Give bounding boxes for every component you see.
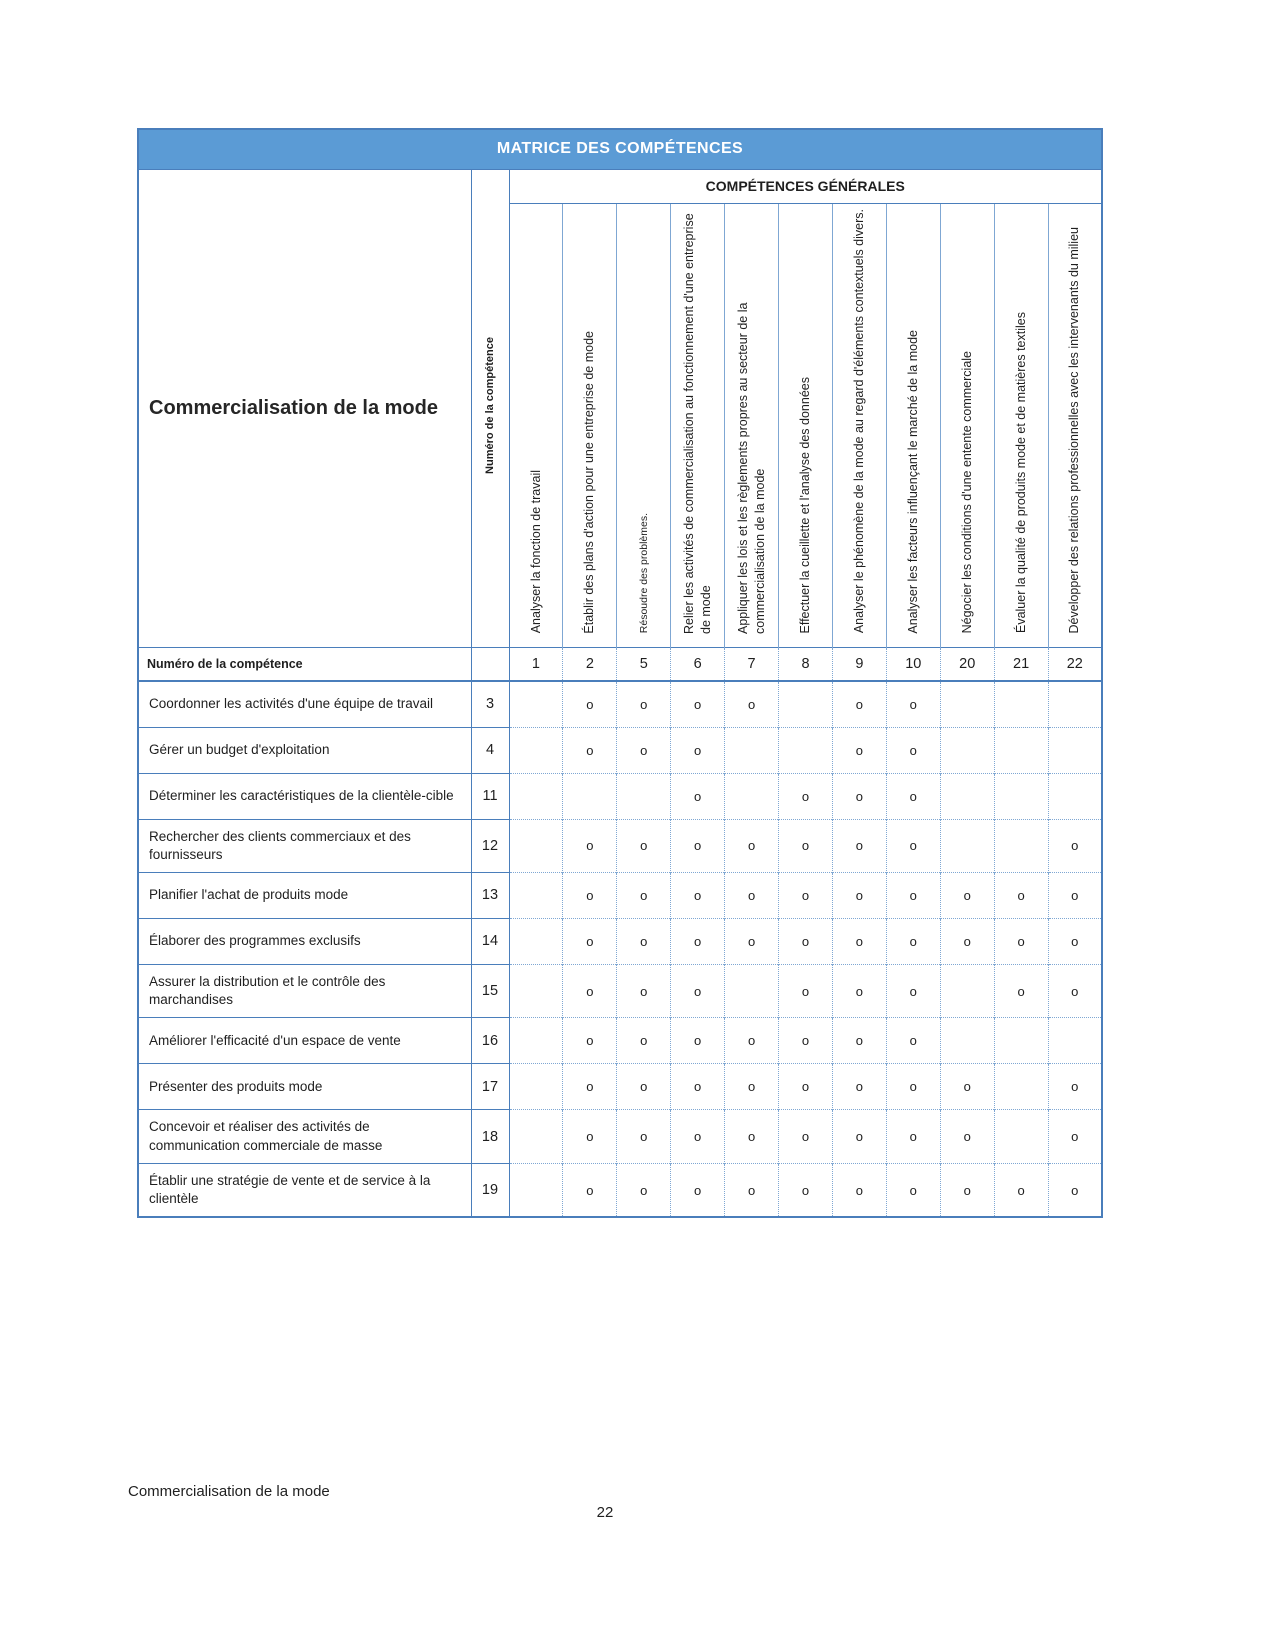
mark-cell: o xyxy=(832,872,886,918)
program-title: Commercialisation de la mode xyxy=(138,169,471,647)
empty-cell xyxy=(509,872,563,918)
mark-cell: o xyxy=(617,1163,671,1217)
empty-cell xyxy=(1048,727,1102,773)
competency-matrix xyxy=(137,128,1103,1218)
row-number: 4 xyxy=(471,727,509,773)
mark-cell: o xyxy=(832,1018,886,1064)
column-number: 7 xyxy=(725,647,779,681)
numero-column-spacer xyxy=(471,647,509,681)
mark-cell: o xyxy=(940,1163,994,1217)
row-number: 19 xyxy=(471,1163,509,1217)
mark-cell: o xyxy=(671,773,725,819)
mark-cell: o xyxy=(671,681,725,727)
matrix-row xyxy=(138,819,1102,872)
mark-cell: o xyxy=(994,964,1048,1017)
empty-cell xyxy=(509,1110,563,1163)
row-number: 12 xyxy=(471,819,509,872)
mark-cell: o xyxy=(886,681,940,727)
matrix-row xyxy=(138,681,1102,727)
matrix-row xyxy=(138,1018,1102,1064)
empty-cell xyxy=(509,918,563,964)
mark-cell: o xyxy=(886,1018,940,1064)
matrix-row xyxy=(138,872,1102,918)
mark-cell: o xyxy=(1048,819,1102,872)
mark-cell: o xyxy=(832,773,886,819)
empty-cell xyxy=(994,1064,1048,1110)
empty-cell xyxy=(509,773,563,819)
mark-cell: o xyxy=(832,681,886,727)
empty-cell xyxy=(509,727,563,773)
column-number: 1 xyxy=(509,647,563,681)
empty-cell xyxy=(940,727,994,773)
empty-cell xyxy=(994,681,1048,727)
row-label: Gérer un budget d'exploitation xyxy=(138,727,471,773)
mark-cell: o xyxy=(563,1163,617,1217)
mark-cell: o xyxy=(617,964,671,1017)
column-header-label: Analyser la fonction de travail xyxy=(528,470,543,634)
mark-cell: o xyxy=(725,918,779,964)
mark-cell: o xyxy=(886,918,940,964)
row-header-label: Numéro de la compétence xyxy=(138,647,471,681)
column-header xyxy=(1048,203,1102,647)
mark-cell: o xyxy=(563,872,617,918)
column-header xyxy=(886,203,940,647)
matrix-row xyxy=(138,964,1102,1017)
column-header xyxy=(671,203,725,647)
empty-cell xyxy=(994,819,1048,872)
row-label: Améliorer l'efficacité d'un espace de vente xyxy=(138,1018,471,1064)
matrix-row xyxy=(138,727,1102,773)
column-number: 8 xyxy=(779,647,833,681)
column-number: 2 xyxy=(563,647,617,681)
empty-cell xyxy=(509,964,563,1017)
column-number: 20 xyxy=(940,647,994,681)
column-number: 6 xyxy=(671,647,725,681)
mark-cell: o xyxy=(779,964,833,1017)
row-label: Élaborer des programmes exclusifs xyxy=(138,918,471,964)
mark-cell: o xyxy=(563,1018,617,1064)
mark-cell: o xyxy=(886,872,940,918)
matrix-row xyxy=(138,1064,1102,1110)
column-header xyxy=(779,203,833,647)
empty-cell xyxy=(725,773,779,819)
row-number: 18 xyxy=(471,1110,509,1163)
empty-cell xyxy=(509,681,563,727)
mark-cell: o xyxy=(940,1110,994,1163)
row-label: Coordonner les activités d'une équipe de travail xyxy=(138,681,471,727)
row-label: Présenter des produits mode xyxy=(138,1064,471,1110)
mark-cell: o xyxy=(671,872,725,918)
empty-cell xyxy=(617,773,671,819)
empty-cell xyxy=(1048,1018,1102,1064)
competence-number-axis xyxy=(471,169,509,647)
empty-cell xyxy=(940,819,994,872)
column-header xyxy=(563,203,617,647)
general-competences-header: COMPÉTENCES GÉNÉRALES xyxy=(509,169,1102,203)
mark-cell: o xyxy=(886,1064,940,1110)
mark-cell: o xyxy=(832,1110,886,1163)
mark-cell: o xyxy=(779,773,833,819)
mark-cell: o xyxy=(671,964,725,1017)
mark-cell: o xyxy=(1048,1163,1102,1217)
column-header-label: Évaluer la qualité de produits mode et de matières textiles xyxy=(1013,312,1028,634)
column-number: 5 xyxy=(617,647,671,681)
matrix-row xyxy=(138,1110,1102,1163)
mark-cell: o xyxy=(779,1163,833,1217)
column-number: 9 xyxy=(832,647,886,681)
column-header-label: Appliquer les lois et les règlements propres au secteur de la commercialisation de la mode xyxy=(735,302,767,634)
column-header xyxy=(994,203,1048,647)
mark-cell: o xyxy=(563,1064,617,1110)
mark-cell: o xyxy=(886,773,940,819)
column-header-label: Relier les activités de commercialisation au fonctionnement d'une entreprise de mode xyxy=(681,212,713,634)
row-label: Concevoir et réaliser des activités de communication commerciale de masse xyxy=(138,1110,471,1163)
mark-cell: o xyxy=(779,1018,833,1064)
matrix-row xyxy=(138,918,1102,964)
mark-cell: o xyxy=(617,681,671,727)
mark-cell: o xyxy=(725,681,779,727)
row-number: 13 xyxy=(471,872,509,918)
mark-cell: o xyxy=(832,1163,886,1217)
mark-cell: o xyxy=(563,964,617,1017)
mark-cell: o xyxy=(994,1163,1048,1217)
column-header-label: Effectuer la cueillette et l'analyse des données xyxy=(798,377,813,634)
row-label: Planifier l'achat de produits mode xyxy=(138,872,471,918)
column-number: 22 xyxy=(1048,647,1102,681)
mark-cell: o xyxy=(671,1018,725,1064)
matrix-title-row xyxy=(138,129,1102,169)
row-number: 3 xyxy=(471,681,509,727)
empty-cell xyxy=(725,964,779,1017)
mark-cell: o xyxy=(832,819,886,872)
empty-cell xyxy=(940,1018,994,1064)
empty-cell xyxy=(509,1018,563,1064)
empty-cell xyxy=(509,1163,563,1217)
empty-cell xyxy=(994,727,1048,773)
mark-cell: o xyxy=(779,1110,833,1163)
matrix-row xyxy=(138,1163,1102,1217)
mark-cell: o xyxy=(671,1163,725,1217)
row-number: 17 xyxy=(471,1064,509,1110)
row-label: Établir une stratégie de vente et de service à la clientèle xyxy=(138,1163,471,1217)
mark-cell: o xyxy=(940,872,994,918)
row-number: 14 xyxy=(471,918,509,964)
column-header-label: Établir des plans d'action pour une entreprise de mode xyxy=(582,330,597,634)
column-number: 10 xyxy=(886,647,940,681)
mark-cell: o xyxy=(725,1110,779,1163)
mark-cell: o xyxy=(563,918,617,964)
mark-cell: o xyxy=(617,727,671,773)
mark-cell: o xyxy=(725,1018,779,1064)
mark-cell: o xyxy=(1048,918,1102,964)
mark-cell: o xyxy=(779,819,833,872)
mark-cell: o xyxy=(671,1064,725,1110)
column-header xyxy=(940,203,994,647)
mark-cell: o xyxy=(725,1064,779,1110)
mark-cell: o xyxy=(671,1110,725,1163)
page-number: 22 xyxy=(596,1504,614,1521)
empty-cell xyxy=(940,964,994,1017)
mark-cell: o xyxy=(832,918,886,964)
mark-cell: o xyxy=(563,727,617,773)
empty-cell xyxy=(994,773,1048,819)
row-number: 16 xyxy=(471,1018,509,1064)
empty-cell xyxy=(994,1018,1048,1064)
mark-cell: o xyxy=(671,918,725,964)
mark-cell: o xyxy=(994,918,1048,964)
column-header xyxy=(832,203,886,647)
empty-cell xyxy=(725,727,779,773)
mark-cell: o xyxy=(671,819,725,872)
mark-cell: o xyxy=(940,1064,994,1110)
column-number: 21 xyxy=(994,647,1048,681)
mark-cell: o xyxy=(994,872,1048,918)
mark-cell: o xyxy=(832,964,886,1017)
empty-cell xyxy=(940,681,994,727)
mark-cell: o xyxy=(563,1110,617,1163)
column-header-label: Développer des relations professionnelles avec les intervenants du milieu xyxy=(1067,227,1082,634)
column-header-label: Analyser le phénomène de la mode au regard d'éléments contextuels divers. xyxy=(851,209,866,634)
mark-cell: o xyxy=(886,1110,940,1163)
empty-cell xyxy=(1048,773,1102,819)
mark-cell: o xyxy=(617,1064,671,1110)
column-header xyxy=(725,203,779,647)
mark-cell: o xyxy=(563,819,617,872)
matrix-title: MATRICE DES COMPÉTENCES xyxy=(138,129,1102,169)
mark-cell: o xyxy=(886,964,940,1017)
mark-cell: o xyxy=(617,872,671,918)
matrix-row xyxy=(138,773,1102,819)
mark-cell: o xyxy=(1048,964,1102,1017)
column-header xyxy=(617,203,671,647)
mark-cell: o xyxy=(832,727,886,773)
mark-cell: o xyxy=(779,918,833,964)
mark-cell: o xyxy=(779,1064,833,1110)
competence-number-axis-label: Numéro de la compétence xyxy=(483,337,496,474)
mark-cell: o xyxy=(886,727,940,773)
mark-cell: o xyxy=(617,918,671,964)
empty-cell xyxy=(779,681,833,727)
column-header-label: Analyser les facteurs influençant le marché de la mode xyxy=(905,329,920,634)
mark-cell: o xyxy=(940,918,994,964)
mark-cell: o xyxy=(617,1110,671,1163)
empty-cell xyxy=(940,773,994,819)
mark-cell: o xyxy=(617,819,671,872)
column-header-label: Négocier les conditions d'une entente commerciale xyxy=(959,351,974,634)
mark-cell: o xyxy=(832,1064,886,1110)
mark-cell: o xyxy=(1048,1064,1102,1110)
column-numbers-row xyxy=(138,647,1102,681)
empty-cell xyxy=(779,727,833,773)
mark-cell: o xyxy=(725,1163,779,1217)
mark-cell: o xyxy=(886,1163,940,1217)
mark-cell: o xyxy=(563,681,617,727)
mark-cell: o xyxy=(1048,872,1102,918)
empty-cell xyxy=(509,819,563,872)
row-number: 11 xyxy=(471,773,509,819)
matrix-header-row xyxy=(138,169,1102,203)
mark-cell: o xyxy=(617,1018,671,1064)
mark-cell: o xyxy=(886,819,940,872)
empty-cell xyxy=(509,1064,563,1110)
empty-cell xyxy=(1048,681,1102,727)
mark-cell: o xyxy=(671,727,725,773)
footer-title: Commercialisation de la mode xyxy=(128,1483,330,1500)
mark-cell: o xyxy=(725,872,779,918)
empty-cell xyxy=(994,1110,1048,1163)
row-label: Assurer la distribution et le contrôle des marchandises xyxy=(138,964,471,1017)
column-header xyxy=(509,203,563,647)
mark-cell: o xyxy=(725,819,779,872)
mark-cell: o xyxy=(779,872,833,918)
column-header-label: Résoudre des problèmes. xyxy=(637,513,650,634)
row-number: 15 xyxy=(471,964,509,1017)
mark-cell: o xyxy=(1048,1110,1102,1163)
row-label: Rechercher des clients commerciaux et des fournisseurs xyxy=(138,819,471,872)
empty-cell xyxy=(563,773,617,819)
row-label: Déterminer les caractéristiques de la clientèle-cible xyxy=(138,773,471,819)
